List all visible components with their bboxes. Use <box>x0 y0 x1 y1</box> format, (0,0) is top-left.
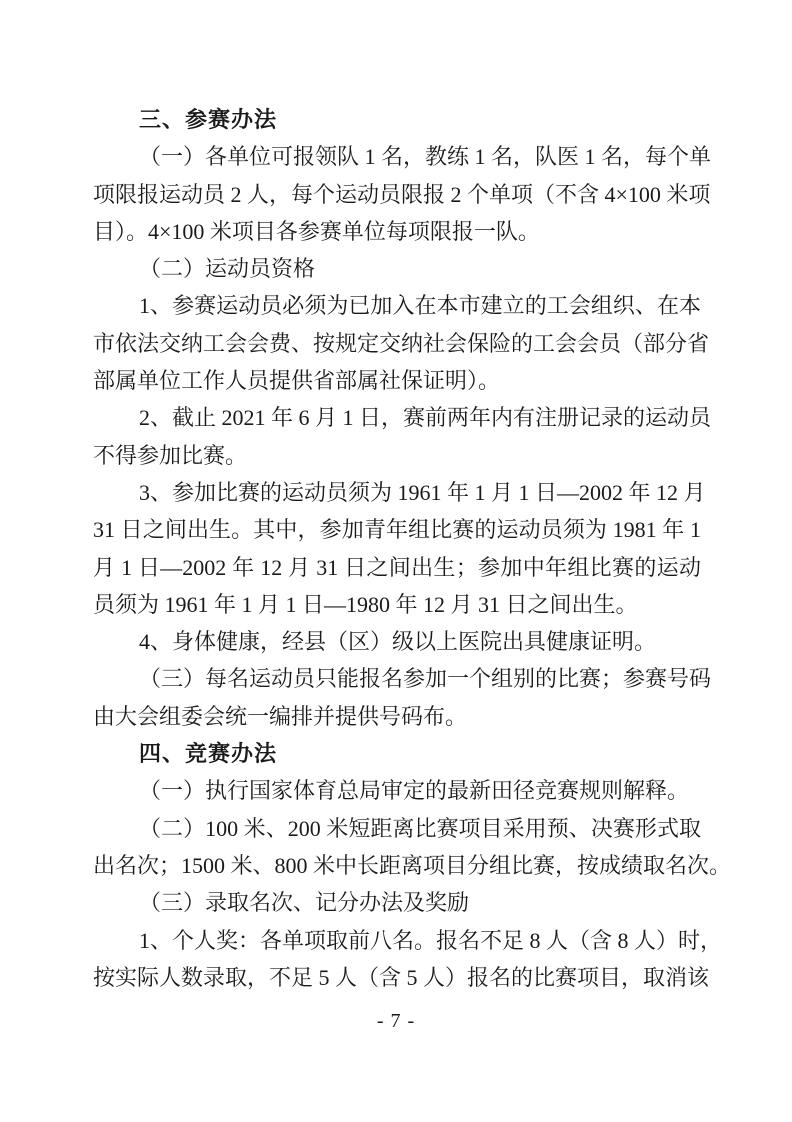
text-line: 1、参赛运动员必须为已加入在本市建立的工会组织、在本 <box>139 293 701 319</box>
subsection-heading-ranking-scoring-awards: （三）录取名次、记分办法及奖励 <box>139 890 470 916</box>
section-heading-participation-method: 三、参赛办法 <box>139 107 278 132</box>
text-line: 不得参加比赛。 <box>93 442 248 468</box>
text-line: 员须为 1961 年 1 月 1 日—1980 年 12 月 31 日之间出生。 <box>93 591 638 617</box>
text-line: 目）。4×100 米项目各参赛单位每项限报一队。 <box>93 218 540 244</box>
text-line: 2、截止 2021 年 6 月 1 日，赛前两年内有注册记录的运动员 <box>139 405 712 431</box>
text-line: 部属单位工作人员提供省部属社保证明）。 <box>93 368 501 394</box>
text-line: （二）100 米、200 米短距离比赛项目采用预、决赛形式取 <box>139 815 701 841</box>
text-line: 1、个人奖：各单项取前八名。报名不足 8 人（含 8 人）时， <box>139 927 723 953</box>
text-line: （一）执行国家体育总局审定的最新田径竞赛规则解释。 <box>139 778 690 804</box>
section-heading-competition-method: 四、竞赛办法 <box>139 741 278 767</box>
text-line: 市依法交纳工会会费、按规定交纳社会保险的工会会员（部分省 <box>93 330 710 356</box>
text-line: （三）每名运动员只能报名参加一个组别的比赛；参赛号码 <box>139 666 712 692</box>
text-line: 3、参加比赛的运动员须为 1961 年 1 月 1 日—2002 年 12 月 <box>139 479 706 505</box>
document-body <box>93 101 732 996</box>
text-line: （一）各单位可报领队 1 名，教练 1 名，队医 1 名，每个单 <box>139 144 712 170</box>
text-line: 由大会组委会统一编排并提供号码布。 <box>93 703 468 729</box>
text-line: 按实际人数录取，不足 5 人（含 5 人）报名的比赛项目，取消该 <box>93 964 710 990</box>
page-number: - 7 - <box>376 1010 416 1032</box>
text-line: 项限报运动员 2 人，每个运动员限报 2 个单项（不含 4×100 米项 <box>93 181 711 207</box>
text-line: 月 1 日—2002 年 12 月 31 日之间出生；参加中年组比赛的运动 <box>93 554 701 580</box>
subsection-heading-athlete-eligibility: （二）运动员资格 <box>139 256 316 282</box>
text-line: 31 日之间出生。其中，参加青年组比赛的运动员须为 1981 年 1 <box>93 517 701 543</box>
text-line: 出名次；1500 米、800 米中长距离项目分组比赛，按成绩取名次。 <box>93 852 732 878</box>
text-line: 4、身体健康，经县（区）级以上医院出具健康证明。 <box>139 629 657 655</box>
